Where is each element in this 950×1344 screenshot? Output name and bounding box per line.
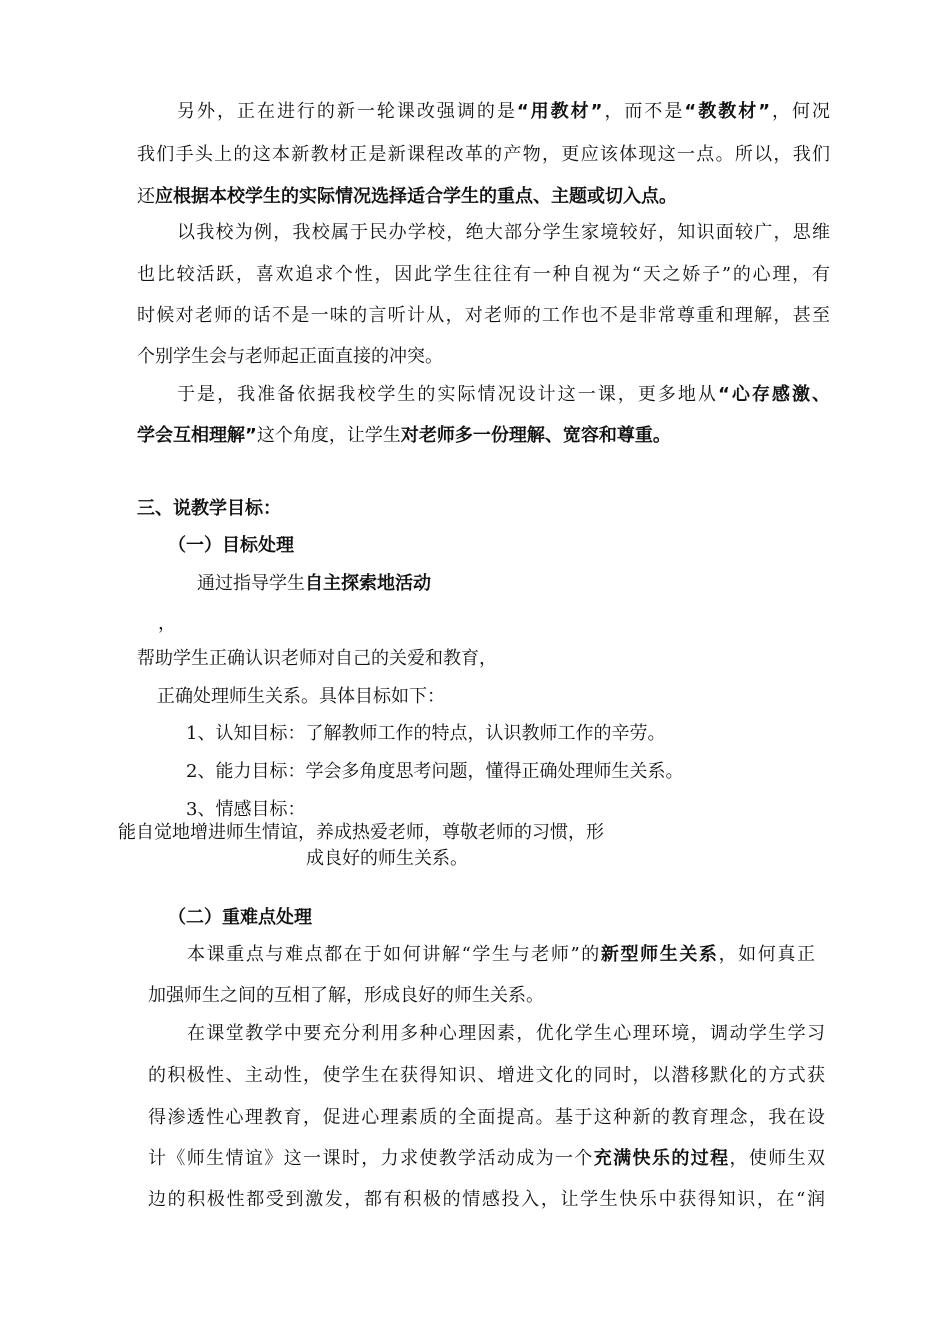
emphasis-text: 自主探索地活动 <box>305 573 431 594</box>
paragraph-4-line-4 <box>148 1147 825 1171</box>
paragraph-4-line-3: 得渗透性心理教育，促进心理素质的全面提高。基于这种新的教育理念，我在设 <box>148 1107 825 1128</box>
paragraph-2-line-2: 也比较活跃，喜欢追求个性，因此学生往往有一种自视为“天之娇子”的心理，有 <box>137 264 830 285</box>
stray-comma: ， <box>158 613 176 634</box>
paragraph-2-line-3: 时候对老师的话不是一味的言听计从，对老师的工作也不是非常尊重和理解，甚至 <box>137 305 830 326</box>
goal-item-ability: 2、能力目标：学会多角度思考问题，懂得正确处理师生关系。 <box>186 761 684 782</box>
text-run: ，而不是 <box>602 101 685 122</box>
text-run: 另外，正在进行的新一轮课改强调的是 <box>177 101 517 122</box>
paragraph-2-line-4: 个别学生会与老师起正面直接的冲突。 <box>137 346 443 367</box>
goal-item-emotion-line-2: 成良好的师生关系。 <box>306 848 468 869</box>
goal-line-3: 正确处理师生关系。具体目标如下： <box>157 686 445 707</box>
key-points-line-1 <box>187 943 815 967</box>
text-run: 还 <box>137 186 155 207</box>
goal-line-2: 帮助学生正确认识老师对自己的关爱和教育， <box>137 648 497 669</box>
emphasis-text: “心存感激、 <box>717 384 830 405</box>
subsection-heading-key-points: （二）重难点处理 <box>168 907 312 928</box>
paragraph-1-line-1 <box>177 100 830 124</box>
paragraph-3-line-2 <box>137 424 671 448</box>
text-run: 通过指导学生 <box>197 573 305 594</box>
section-heading: 三、说教学目标： <box>137 498 281 519</box>
emphasis-text: “用教材” <box>516 101 603 122</box>
emphasis-text: 对老师多一份理解、宽容和尊重。 <box>400 425 671 446</box>
text-run: ，如何真正 <box>718 944 816 965</box>
goal-item-emotion-label: 3、情感目标： <box>186 799 306 820</box>
key-points-line-2: 加强师生之间的互相了解，形成良好的师生关系。 <box>148 985 544 1006</box>
text-run: 这个角度，让学生 <box>256 425 401 446</box>
text-run: 本课重点与难点都在于如何讲解“学生与老师”的 <box>187 944 601 965</box>
text-run: ，何况 <box>770 101 830 122</box>
text-run: 计《师生情谊》这一课时，力求使教学活动成为一个 <box>148 1148 594 1169</box>
goal-line-1 <box>197 572 431 596</box>
paragraph-1-line-2: 我们手头上的这本新教材正是新课程改革的产物，更应该体现这一点。所以，我们 <box>137 144 830 165</box>
text-run: 于是，我准备依据我校学生的实际情况设计这一课，更多地从 <box>177 384 718 405</box>
paragraph-2-line-1: 以我校为例，我校属于民办学校，绝大部分学生家境较好，知识面较广，思维 <box>177 222 830 243</box>
text-run: ，使师生双 <box>729 1148 826 1169</box>
emphasis-text: 应根据本校学生的实际情况选择适合学生的重点、主题或切入点。 <box>155 186 677 207</box>
emphasis-text: “教教材” <box>684 101 771 122</box>
emphasis-text: 充满快乐的过程 <box>593 1148 730 1169</box>
emphasis-text: 新型师生关系 <box>600 944 719 965</box>
paragraph-4-line-2: 的积极性、主动性，使学生在获得知识、增进文化的同时，以潜移默化的方式获 <box>148 1065 825 1086</box>
subsection-heading-goals: （一）目标处理 <box>168 535 294 556</box>
goal-item-cognitive: 1、认知目标：了解教师工作的特点，认识教师工作的辛劳。 <box>186 723 666 744</box>
paragraph-4-line-1: 在课堂教学中要充分利用多种心理因素，优化学生心理环境，调动学生学习 <box>187 1023 825 1044</box>
goal-item-emotion-line-1: 能自觉地增进师生情谊，养成热爱老师，尊敬老师的习惯，形 <box>118 822 604 843</box>
emphasis-text: 学会互相理解” <box>137 425 257 446</box>
paragraph-4-line-5: 边的积极性都受到激发，都有积极的情感投入，让学生快乐中获得知识，在“润 <box>148 1189 825 1210</box>
paragraph-1-line-3 <box>137 185 677 209</box>
paragraph-3-line-1 <box>177 383 830 407</box>
